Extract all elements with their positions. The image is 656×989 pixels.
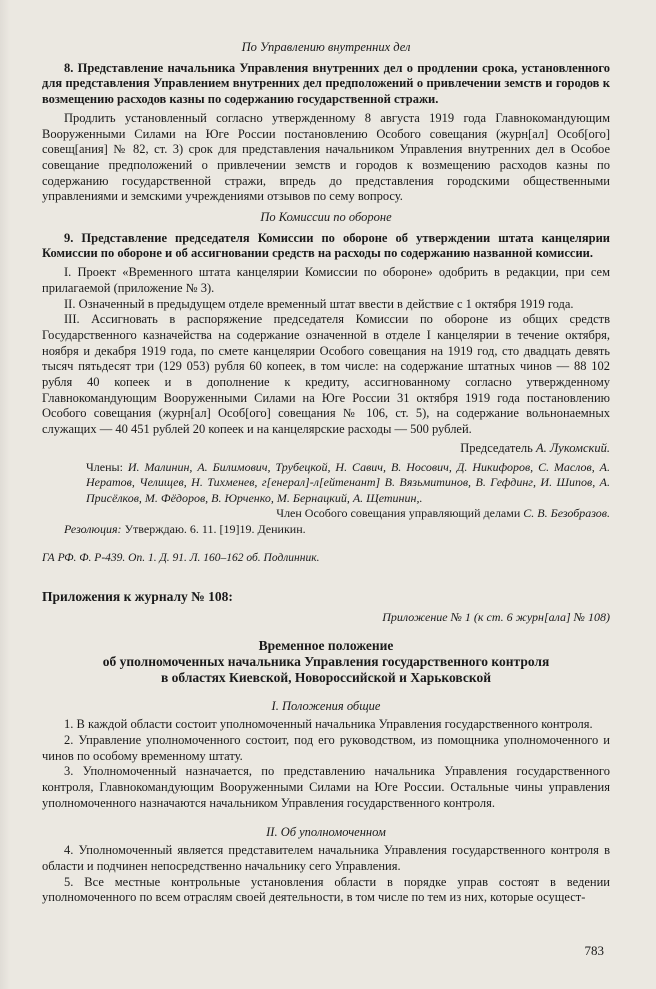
document-title-line-1: Временное положение — [258, 637, 394, 653]
members-list — [42, 460, 610, 507]
appendix-reference: Приложение № 1 (к ст. 6 журн[ала] № 108) — [382, 609, 610, 624]
item-8-body: Продлить установленный согласно утвержденному 8 августа 1919 года Главнокомандующим Вооруженными Силами на Юге России постановлению Особого совещания (журн[ал] Особ[ого] совещ[ания] № 82, ст. 3) срок для представления начальником Управления внутренних дел в Особое совещание предположений о привлечении земств и городов к возмещению расходов казны по содержанию государственной стражи, впредь до представления городскими общественными управлениями и земскими учреждениями отзывов по сему вопросу. — [42, 110, 610, 204]
appendix-title: Приложения к журналу № 108: — [42, 589, 233, 605]
part-1-paragraph-3: 3. Уполномоченный назначается, по представлению начальника Управления государственного контроля, Главнокомандующим Вооруженными Силами на Юге России. Остальные чины управления уполномоченного назначаются начальником Управления государственного контроля. — [42, 764, 610, 810]
chairman-signature — [42, 441, 610, 457]
section-label-internal-affairs: По Управлению внутренних дел — [241, 40, 411, 54]
resolution — [42, 522, 610, 538]
part-2-paragraph-5: 5. Все местные контрольные установления области в порядке управ состоят в ведении уполномоченного по всем отраслям своей деятельности, в том числе по тем из них, которые осущест- — [42, 874, 610, 905]
part-2-paragraph-4: 4. Уполномоченный является представителем начальника Управления государственного контроля в области и подчинен непосредственно начальнику сего Управления. — [42, 843, 610, 873]
section-label-defense: По Комиссии по обороне — [260, 210, 392, 225]
item-9-heading: 9. Представление председателя Комиссии по обороне об утверждении штата канцелярии Комиссии по обороне и об ассигновании средств на расходы по содержанию названной комиссии. — [42, 230, 610, 261]
resolution-text: Утверждаю. 6. 11. [19]19. Деникин. — [124, 521, 306, 536]
chairman-label: Председатель — [460, 440, 533, 455]
part-1-paragraph-2: 2. Управление уполномоченного состоит, под его руководством, из помощника уполномоченного и чинов по особому временному штату. — [42, 733, 610, 763]
item-9-paragraph-1: I. Проект «Временного штата канцелярии Комиссии по обороне» одобрить в редакции, при сем прилагаемой (приложение № 3). — [42, 265, 610, 295]
part-1-paragraph-1: 1. В каждой области состоит уполномоченный начальника Управления государственного контроля. — [64, 717, 593, 732]
document-title-line-3: в областях Киевской, Новороссийской и Харьковской — [161, 669, 491, 685]
chairman-name: А. Лукомский. — [535, 440, 610, 455]
item-9-paragraph-3: III. Ассигновать в распоряжение председателя Комиссии по обороне из общих средств Государственного казначейства на содержание означенной в отделе I канцелярии в течение октября, ноября и декабря 1919 года, по смете канцелярии Особого совещания на 1919 год, сто двадцать девять тысяч пятьдесят три (129 053) рубля 60 копеек, в том числе: на содержание штатных чинов — 88 102 рубля 40 копеек и в дополнение к кредиту, ассигнованному согласно утвержденному Главнокомандующим Вооруженными Силами на Юге России 31 октября 1919 года постановлению Особого совещания (журн[ал] Особ[ого] совещания № 106, ст. 5), на содержание вольнонаемных служащих — 40 451 рублей 20 копеек и на канцелярские расходы — 500 рублей. — [42, 312, 610, 437]
secretary-signature — [42, 506, 610, 522]
members-label: Члены: — [86, 459, 123, 474]
item-9-paragraph-2: II. Означенный в предыдущем отделе временный штат ввести в действие с 1 октября 1919 года. — [64, 296, 574, 311]
secretary-role: Член Особого совещания управляющий делами — [276, 506, 521, 521]
document-title-line-2: об уполномоченных начальника Управления государственного контроля — [102, 653, 550, 669]
members-names: И. Малинин, А. Билимович, Трубецкой, Н. Савич, В. Носович, Д. Никифоров, С. Маслов, А. Нератов, Челищев, Н. Тихменев, г[енерал]-л[ейтенант] В. Вязьмитинов, В. Гефдинг, И. Шипов, А. Присёлков, М. Фёдоров, В. Юрченко, М. Бернацкий, А. Щетинин,. — [86, 459, 611, 505]
part-2-heading: II. Об уполномоченном — [266, 824, 386, 839]
page-number: 783 — [584, 943, 604, 958]
part-1-heading: I. Положения общие — [271, 698, 381, 713]
item-8-heading: 8. Представление начальника Управления внутренних дел о продлении срока, установленного для представления Управлением внутренних дел предположений о привлечении земств и городов к возмещению расходов казны по содержанию государственной стражи. — [42, 60, 610, 107]
secretary-name: С. В. Безобразов. — [523, 506, 610, 521]
archive-reference: ГА РФ. Ф. Р-439. Оп. 1. Д. 91. Л. 160–162 об. Подлинник. — [42, 552, 320, 565]
document-title — [42, 638, 610, 686]
resolution-label: Резолюция: — [64, 521, 122, 536]
